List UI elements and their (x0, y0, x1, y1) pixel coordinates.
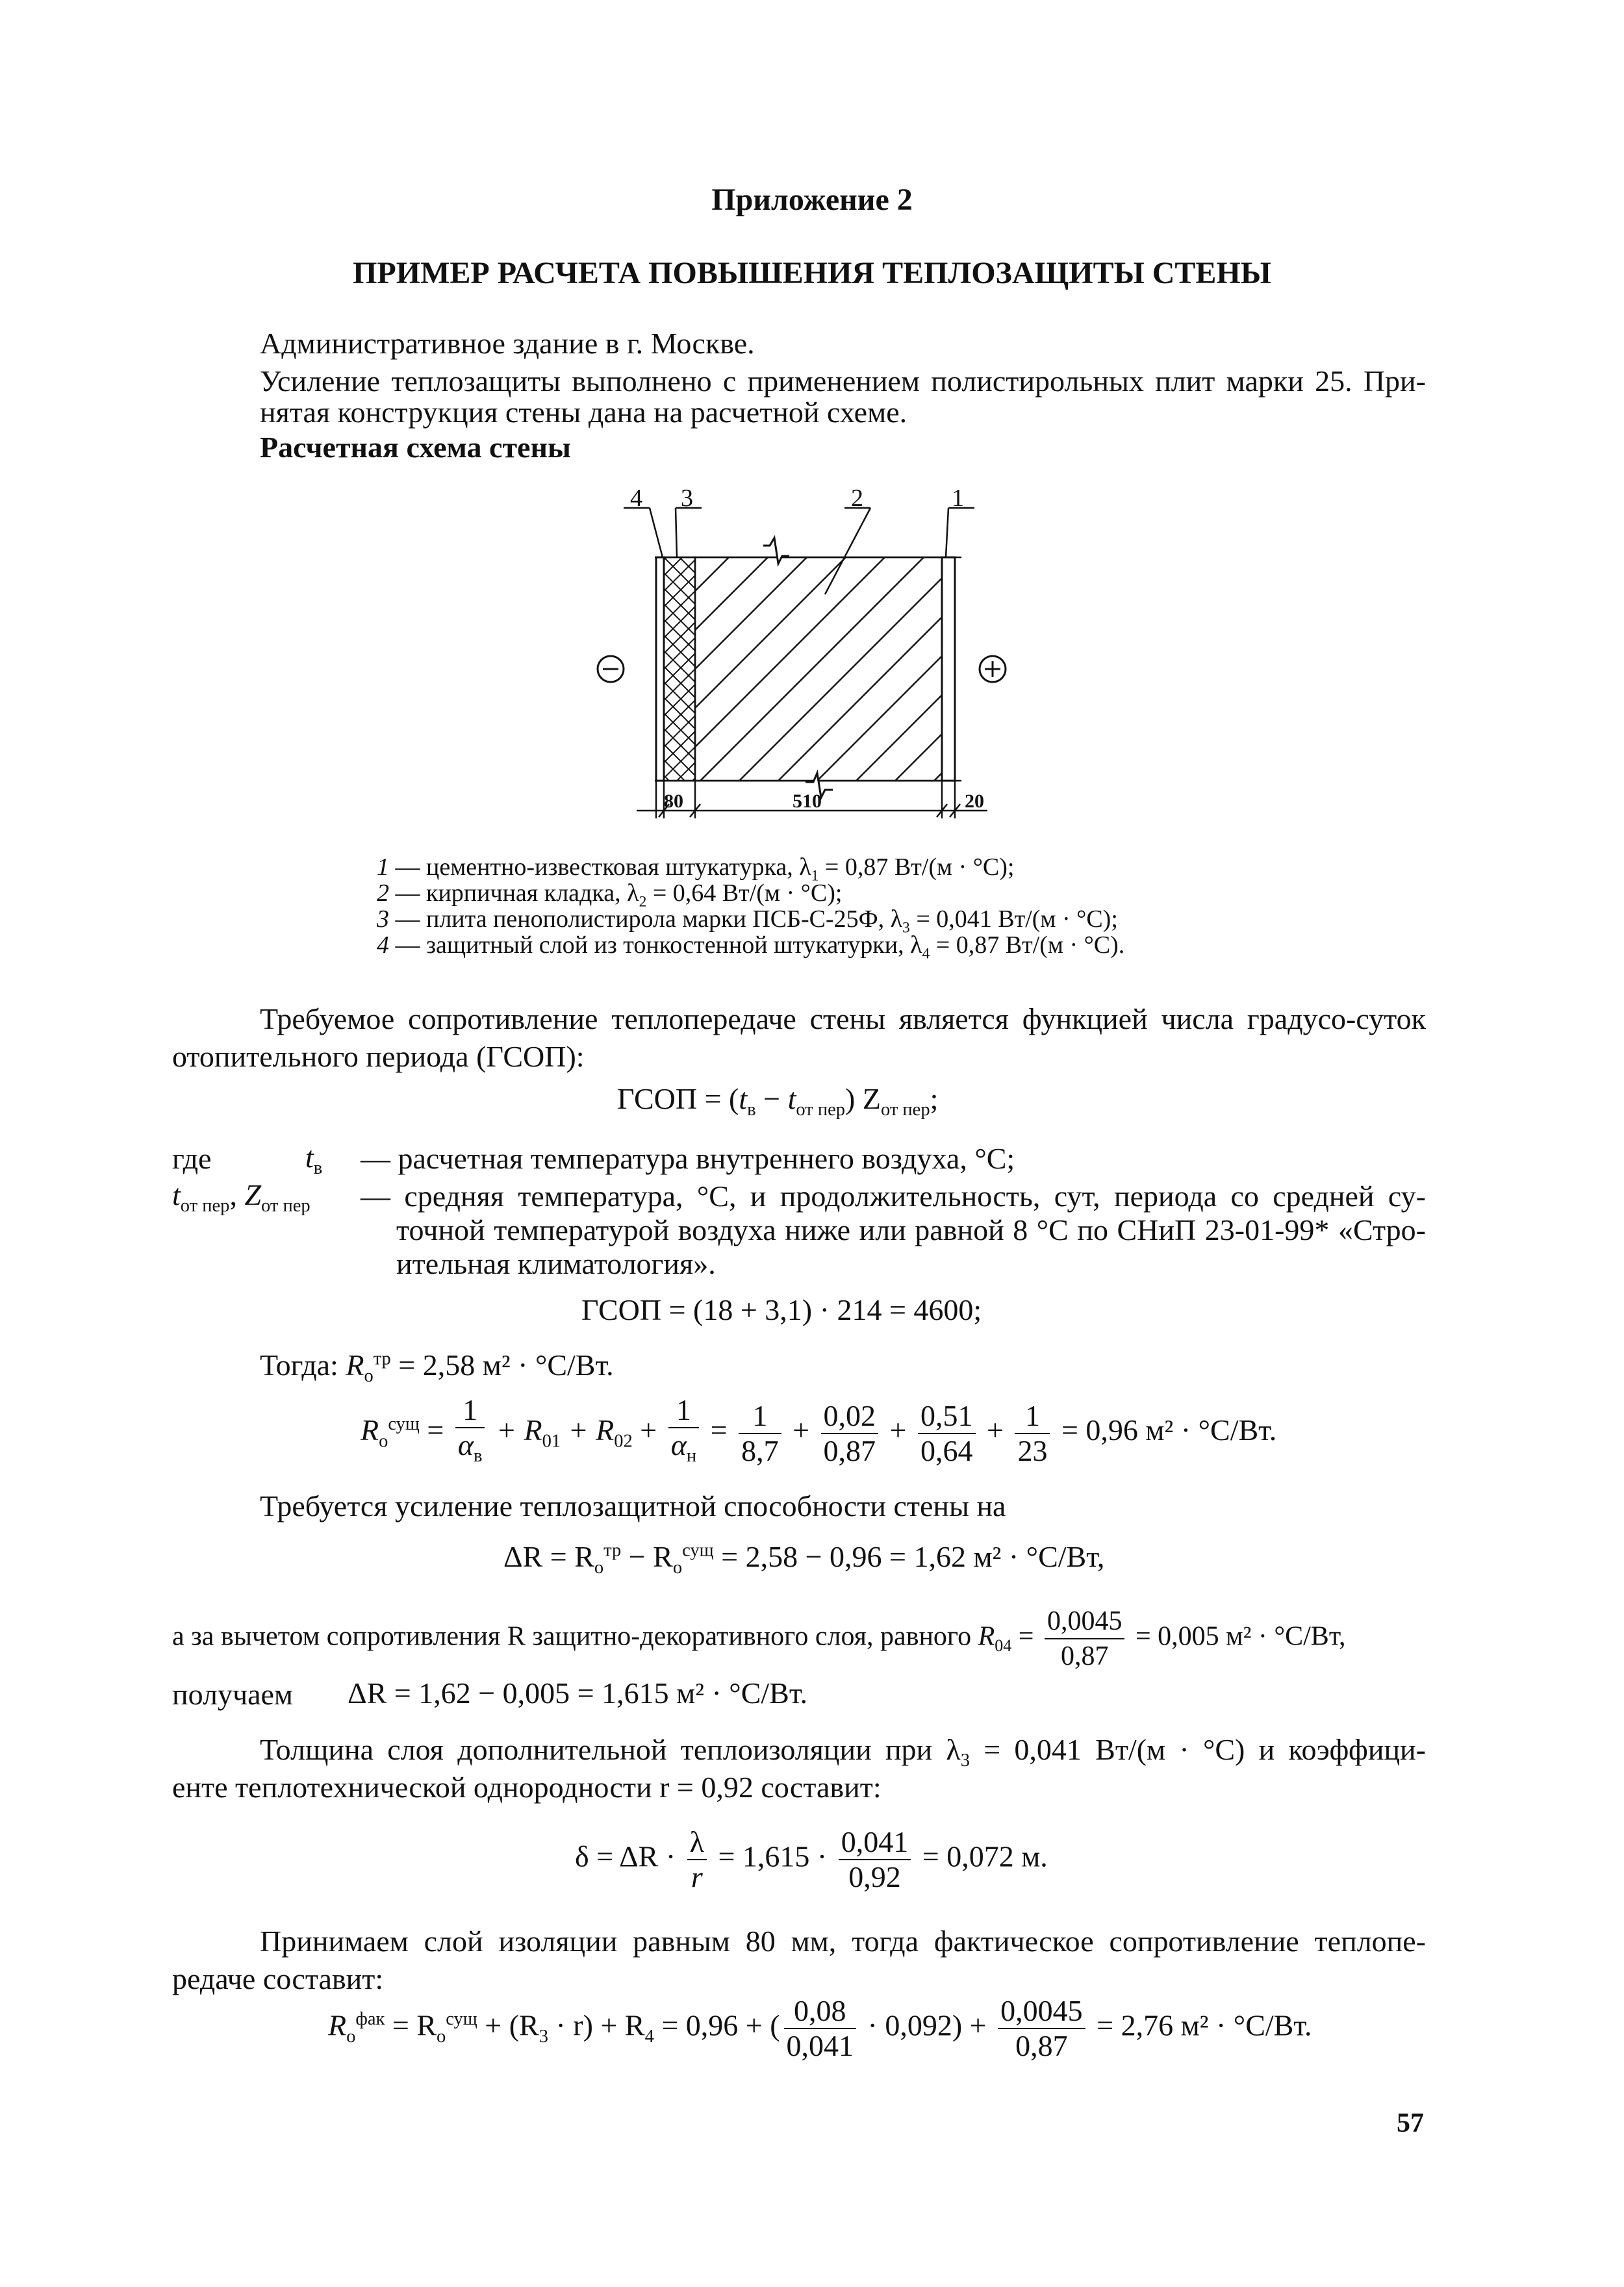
where-tot-symbol: $t_{от пер}$, $Z_{от пер}$ (172, 1178, 311, 1217)
where-tot-text-1: — средняя температура, °С, и продолжительность, сут, периода со средней су- (361, 1180, 1426, 1213)
layer-label-4: 4 (630, 485, 642, 512)
r-existing-formula: $R_о^{сущ}$ = $\frac{1}{\alpha_в}$ + $R_{01} + R_{02}$ + $\frac{1}{\alpha_н}$ = $\frac{1}{8,7}$ + $\frac{0,02}{0,87}$ + $\frac{0,51}{0,64}$ + $\frac{1}{23}$ = 0,96 м² · °С/Вт. (361, 1393, 1277, 1467)
thickness-line-2: енте теплотехнической однородности r = 0,92 составит: (172, 1771, 882, 1804)
vychet-line: а за вычетом сопротивления R защитно-декоративного слоя, равного $R_{04}$ = $\frac{0,0045}{0,87}$ = 0,005 м² · °С/Вт, (172, 1604, 1346, 1673)
dimension-20: 20 (965, 790, 984, 812)
intro-line-3: нятая конструкция стены дана на расчетной схеме. (260, 396, 907, 429)
gsop-paragraph-line-1: Требуемое сопротивление теплопередаче стены является функцией числа градусо-суток (260, 1002, 1426, 1035)
delta-r-formula: $\Delta R = R_о^{тр} - R_о^{сущ} = 2,58 - 0,96 = 1,62$ м² · °С/Вт, (503, 1540, 1105, 1578)
legend-item: 1 — цементно-известковая штукатурка, $\lambda_1 = 0,87$ Вт/(м · °С); (377, 853, 1015, 885)
main-title: ПРИМЕР РАСЧЕТА ПОВЫШЕНИЯ ТЕПЛОЗАЩИТЫ СТЕНЫ (353, 256, 1271, 290)
layer-label-1: 1 (952, 485, 964, 512)
dimension-80: 80 (664, 790, 683, 812)
where-tv-text: — расчетная температура внутреннего воздуха, °С; (361, 1142, 1015, 1175)
intro-line-1: Административное здание в г. Москве. (260, 327, 755, 360)
usil-text: Требуется усиление теплозащитной способности стены на (260, 1489, 1006, 1523)
final-line-2: редаче составит: (172, 1962, 384, 1995)
legend-item: 3 — плита пенополистирола марки ПСБ-С-25Ф, $\lambda_3 = 0,041$ Вт/(м · °С); (377, 905, 1118, 937)
page-number: 57 (1397, 2108, 1424, 2138)
thickness-line-1: Толщина слоя дополнительной теплоизоляции при $\lambda_3 = 0,041$ Вт/(м · °С) и коэффици- (260, 1733, 1426, 1771)
r-required: Тогда: $R_о^{тр} = 2,58$ м² · °С/Вт. (260, 1348, 614, 1387)
legend-item: 2 — кирпичная кладка, $\lambda_2 = 0,64$ Вт/(м · °С); (377, 879, 843, 911)
poluchaem-label: получаем (172, 1678, 294, 1711)
gsop-formula: ГСОП = $(t_в - t_{от пер})$ $Z_{от пер}$; (617, 1082, 939, 1120)
appendix-title: Приложение 2 (711, 183, 913, 217)
legend-item: 4 — защитный слой из тонкостенной штукатурки, $\lambda_4 = 0,87$ Вт/(м · °С). (377, 931, 1125, 963)
where-tot-text-2: точной температурой воздуха ниже или равной 8 °С по СНиП 23-01-99* «Стро- (396, 1213, 1426, 1246)
where-tot-text-3: ительная климатология». (396, 1247, 716, 1280)
gsop-value: ГСОП = (18 + 3,1) · 214 = 4600; (581, 1293, 982, 1326)
final-line-1: Принимаем слой изоляции равным 80 мм, тогда фактическое сопротивление теплопе- (260, 1925, 1426, 1958)
delta-thickness-formula: δ = ΔR · $\frac{\lambda}{r}$ = 1,615 · $\frac{0,041}{0,92}$ = 0,072 м. (575, 1825, 1048, 1893)
scheme-heading: Расчетная схема стены (260, 431, 571, 464)
dimension-510: 510 (793, 790, 822, 812)
wall-section-diagram (572, 481, 1065, 844)
intro-line-2: Усиление теплозащиты выполнено с применением полистирольных плит марки 25. При- (260, 364, 1426, 398)
poluchaem-value: ΔR = 1,62 − 0,005 = 1,615 м² · °С/Вт. (348, 1676, 807, 1710)
layer-label-2: 2 (851, 485, 863, 512)
where-label: где (172, 1142, 212, 1175)
where-tv-symbol: $t_в$ (305, 1141, 323, 1179)
gsop-paragraph-line-2: отопительного периода (ГСОП): (172, 1040, 585, 1073)
r-actual-formula: $R_о^{фак} = R_о^{сущ} + (R_3 \cdot r) + R_4 = 0,96$ + ( $\frac{0,08}{0,041}$ · 0,092) + $\frac{0,0045}{0,87}$ = 2,76 м² · °С/Вт. (328, 1994, 1312, 2062)
layer-label-3: 3 (681, 485, 693, 512)
